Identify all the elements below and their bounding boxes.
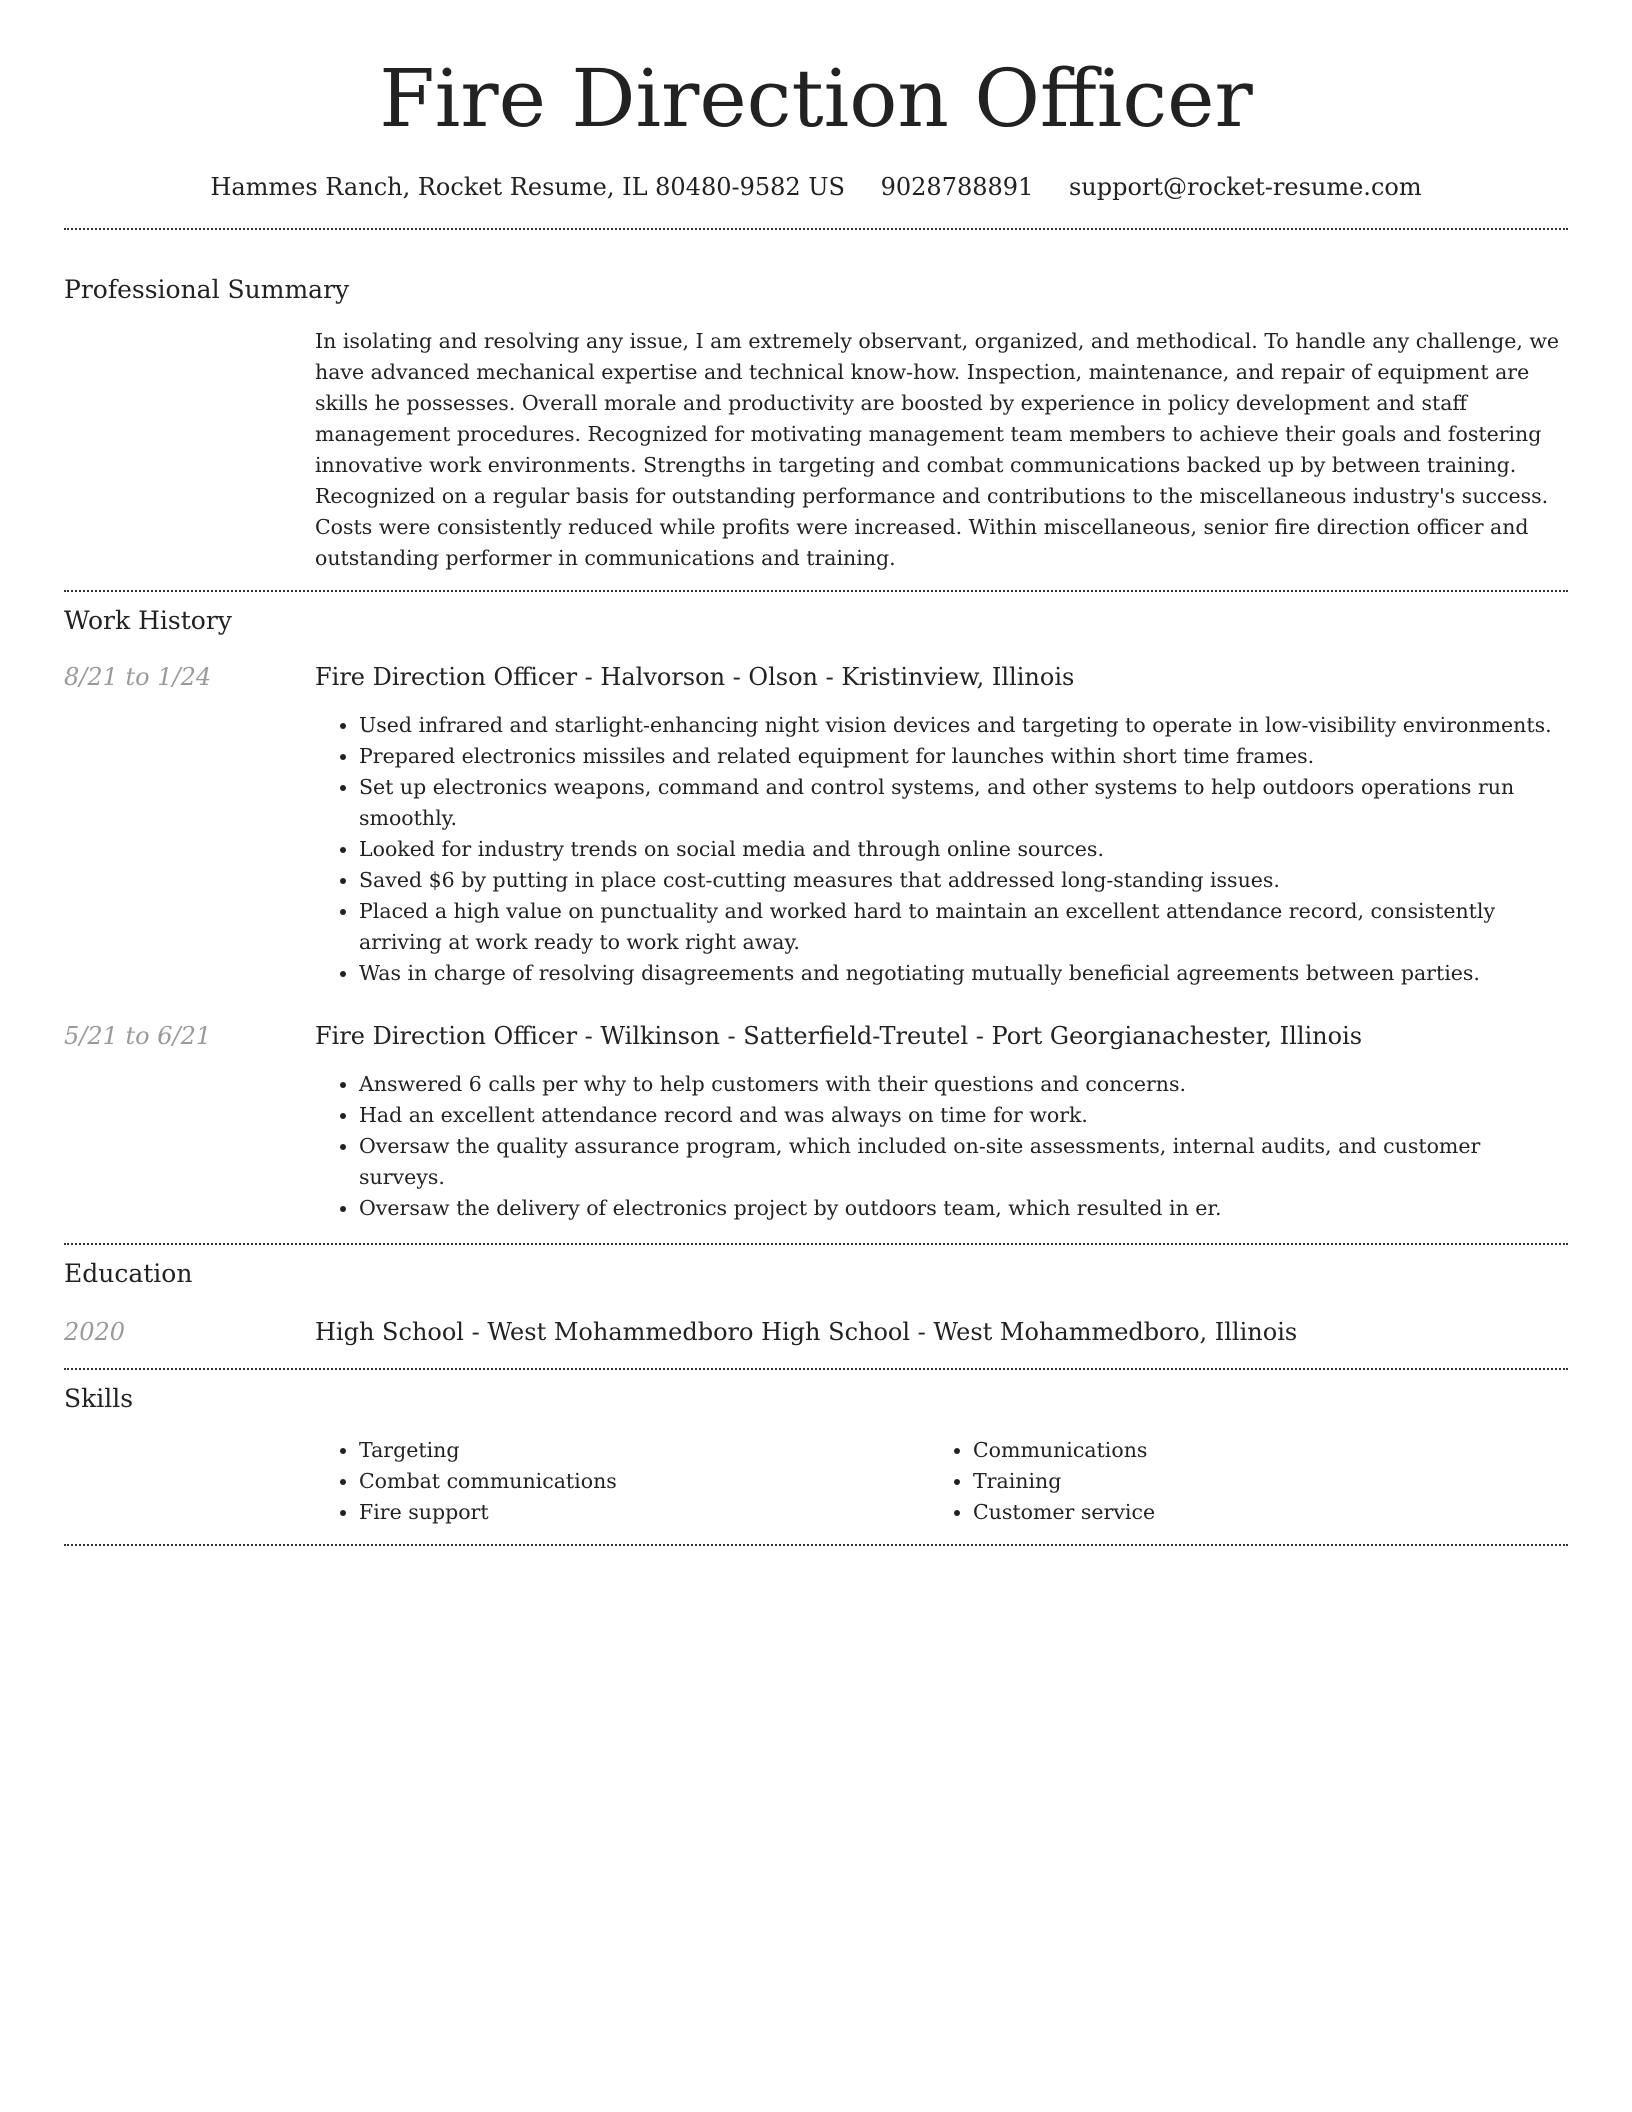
job-bullet: • Oversaw the delivery of electronics project by outdoors team, which resulted in er. [359, 1193, 1568, 1224]
contact-email: support@rocket-resume.com [1068, 173, 1422, 201]
job-title: Fire Direction Officer - Halvorson - Olson - Kristinview, Illinois [315, 663, 1075, 691]
job-content [315, 1019, 1568, 1224]
skill-item: • Fire support [359, 1497, 929, 1528]
job-bullet: • Had an excellent attendance record and was always on time for work. [359, 1100, 1568, 1131]
education-details: High School - West Mohammedboro High School - West Mohammedboro, Illinois [315, 1318, 1298, 1346]
job-bullet: • Was in charge of resolving disagreements and negotiating mutually beneficial agreements between parties. [359, 958, 1568, 989]
education-section [64, 1257, 1568, 1349]
job-entry [64, 1019, 1568, 1224]
skill-item: • Training [973, 1466, 1543, 1497]
job-bullet: • Looked for industry trends on social media and through online sources. [359, 834, 1568, 865]
job-bullet: • Placed a high value on punctuality and worked hard to maintain an excellent attendance record, consistently arriving at work ready to work right away. [359, 896, 1568, 958]
education-year: 2020 [64, 1318, 126, 1346]
resume-header [64, 0, 1568, 228]
skills-right-column [929, 1435, 1543, 1528]
education-heading: Education [64, 1259, 193, 1288]
section-divider [64, 228, 1568, 230]
contact-phone: 9028788891 [880, 173, 1034, 201]
section-divider [64, 590, 1568, 592]
job-bullet: • Saved $6 by putting in place cost-cutting measures that addressed long-standing issues. [359, 865, 1568, 896]
contact-address: Hammes Ranch, Rocket Resume, IL 80480-9582 US [210, 173, 845, 201]
job-dates: 5/21 to 6/21 [64, 1022, 212, 1050]
skill-item: • Combat communications [359, 1466, 929, 1497]
work-history-section [64, 604, 1568, 1224]
job-bullet: • Answered 6 calls per why to help customers with their questions and concerns. [359, 1069, 1568, 1100]
skills-grid [315, 1435, 1568, 1528]
job-bullet: • Set up electronics weapons, command and control systems, and other systems to help outdoors operations run smoothly. [359, 772, 1568, 834]
job-bullet: • Oversaw the quality assurance program, which included on-site assessments, internal audits, and customer surveys. [359, 1131, 1568, 1193]
skill-item: • Targeting [359, 1435, 929, 1466]
job-bullet: • Used infrared and starlight-enhancing night vision devices and targeting to operate in low-visibility environments. [359, 710, 1568, 741]
skill-item: • Communications [973, 1435, 1543, 1466]
skill-item: • Customer service [973, 1497, 1543, 1528]
section-divider [64, 1368, 1568, 1370]
skills-section [64, 1382, 1568, 1528]
resume-page [64, 0, 1568, 2112]
work-history-heading: Work History [64, 606, 232, 635]
job-title: Fire Direction Officer - Wilkinson - Satterfield-Treutel - Port Georgianachester, Illinois [315, 1022, 1363, 1050]
contact-line [64, 148, 1568, 228]
summary-section [64, 273, 1568, 574]
section-divider [64, 1544, 1568, 1546]
job-entry [64, 660, 1568, 989]
skills-heading: Skills [64, 1384, 134, 1413]
job-bullets [315, 1069, 1568, 1224]
skills-left-column [315, 1435, 929, 1528]
job-dates: 8/21 to 1/24 [64, 663, 212, 691]
summary-heading: Professional Summary [64, 275, 350, 304]
job-content [315, 660, 1568, 989]
section-divider [64, 1243, 1568, 1245]
job-bullets [315, 710, 1568, 989]
candidate-name: Fire Direction Officer [379, 52, 1253, 145]
job-bullet: • Prepared electronics missiles and related equipment for launches within short time frames. [359, 741, 1568, 772]
education-entry [64, 1315, 1568, 1349]
summary-text: In isolating and resolving any issue, I am extremely observant, organized, and methodical. To handle any challenge, we have advanced mechanical expertise and technical know-how. Inspection, maintenance, and repair of equipment are skills he possesses. Overall morale and productivity are boosted by experience in policy development and staff management procedures. Recognized for motivating management team members to achieve their goals and fostering innovative work environments. Strengths in targeting and combat communications backed up by between training. Recognized on a regular basis for outstanding performance and contributions to the miscellaneous industry's success. Costs were consistently reduced while profits were increased. Within miscellaneous, senior fire direction officer and outstanding performer in communications and training. [315, 329, 1560, 570]
